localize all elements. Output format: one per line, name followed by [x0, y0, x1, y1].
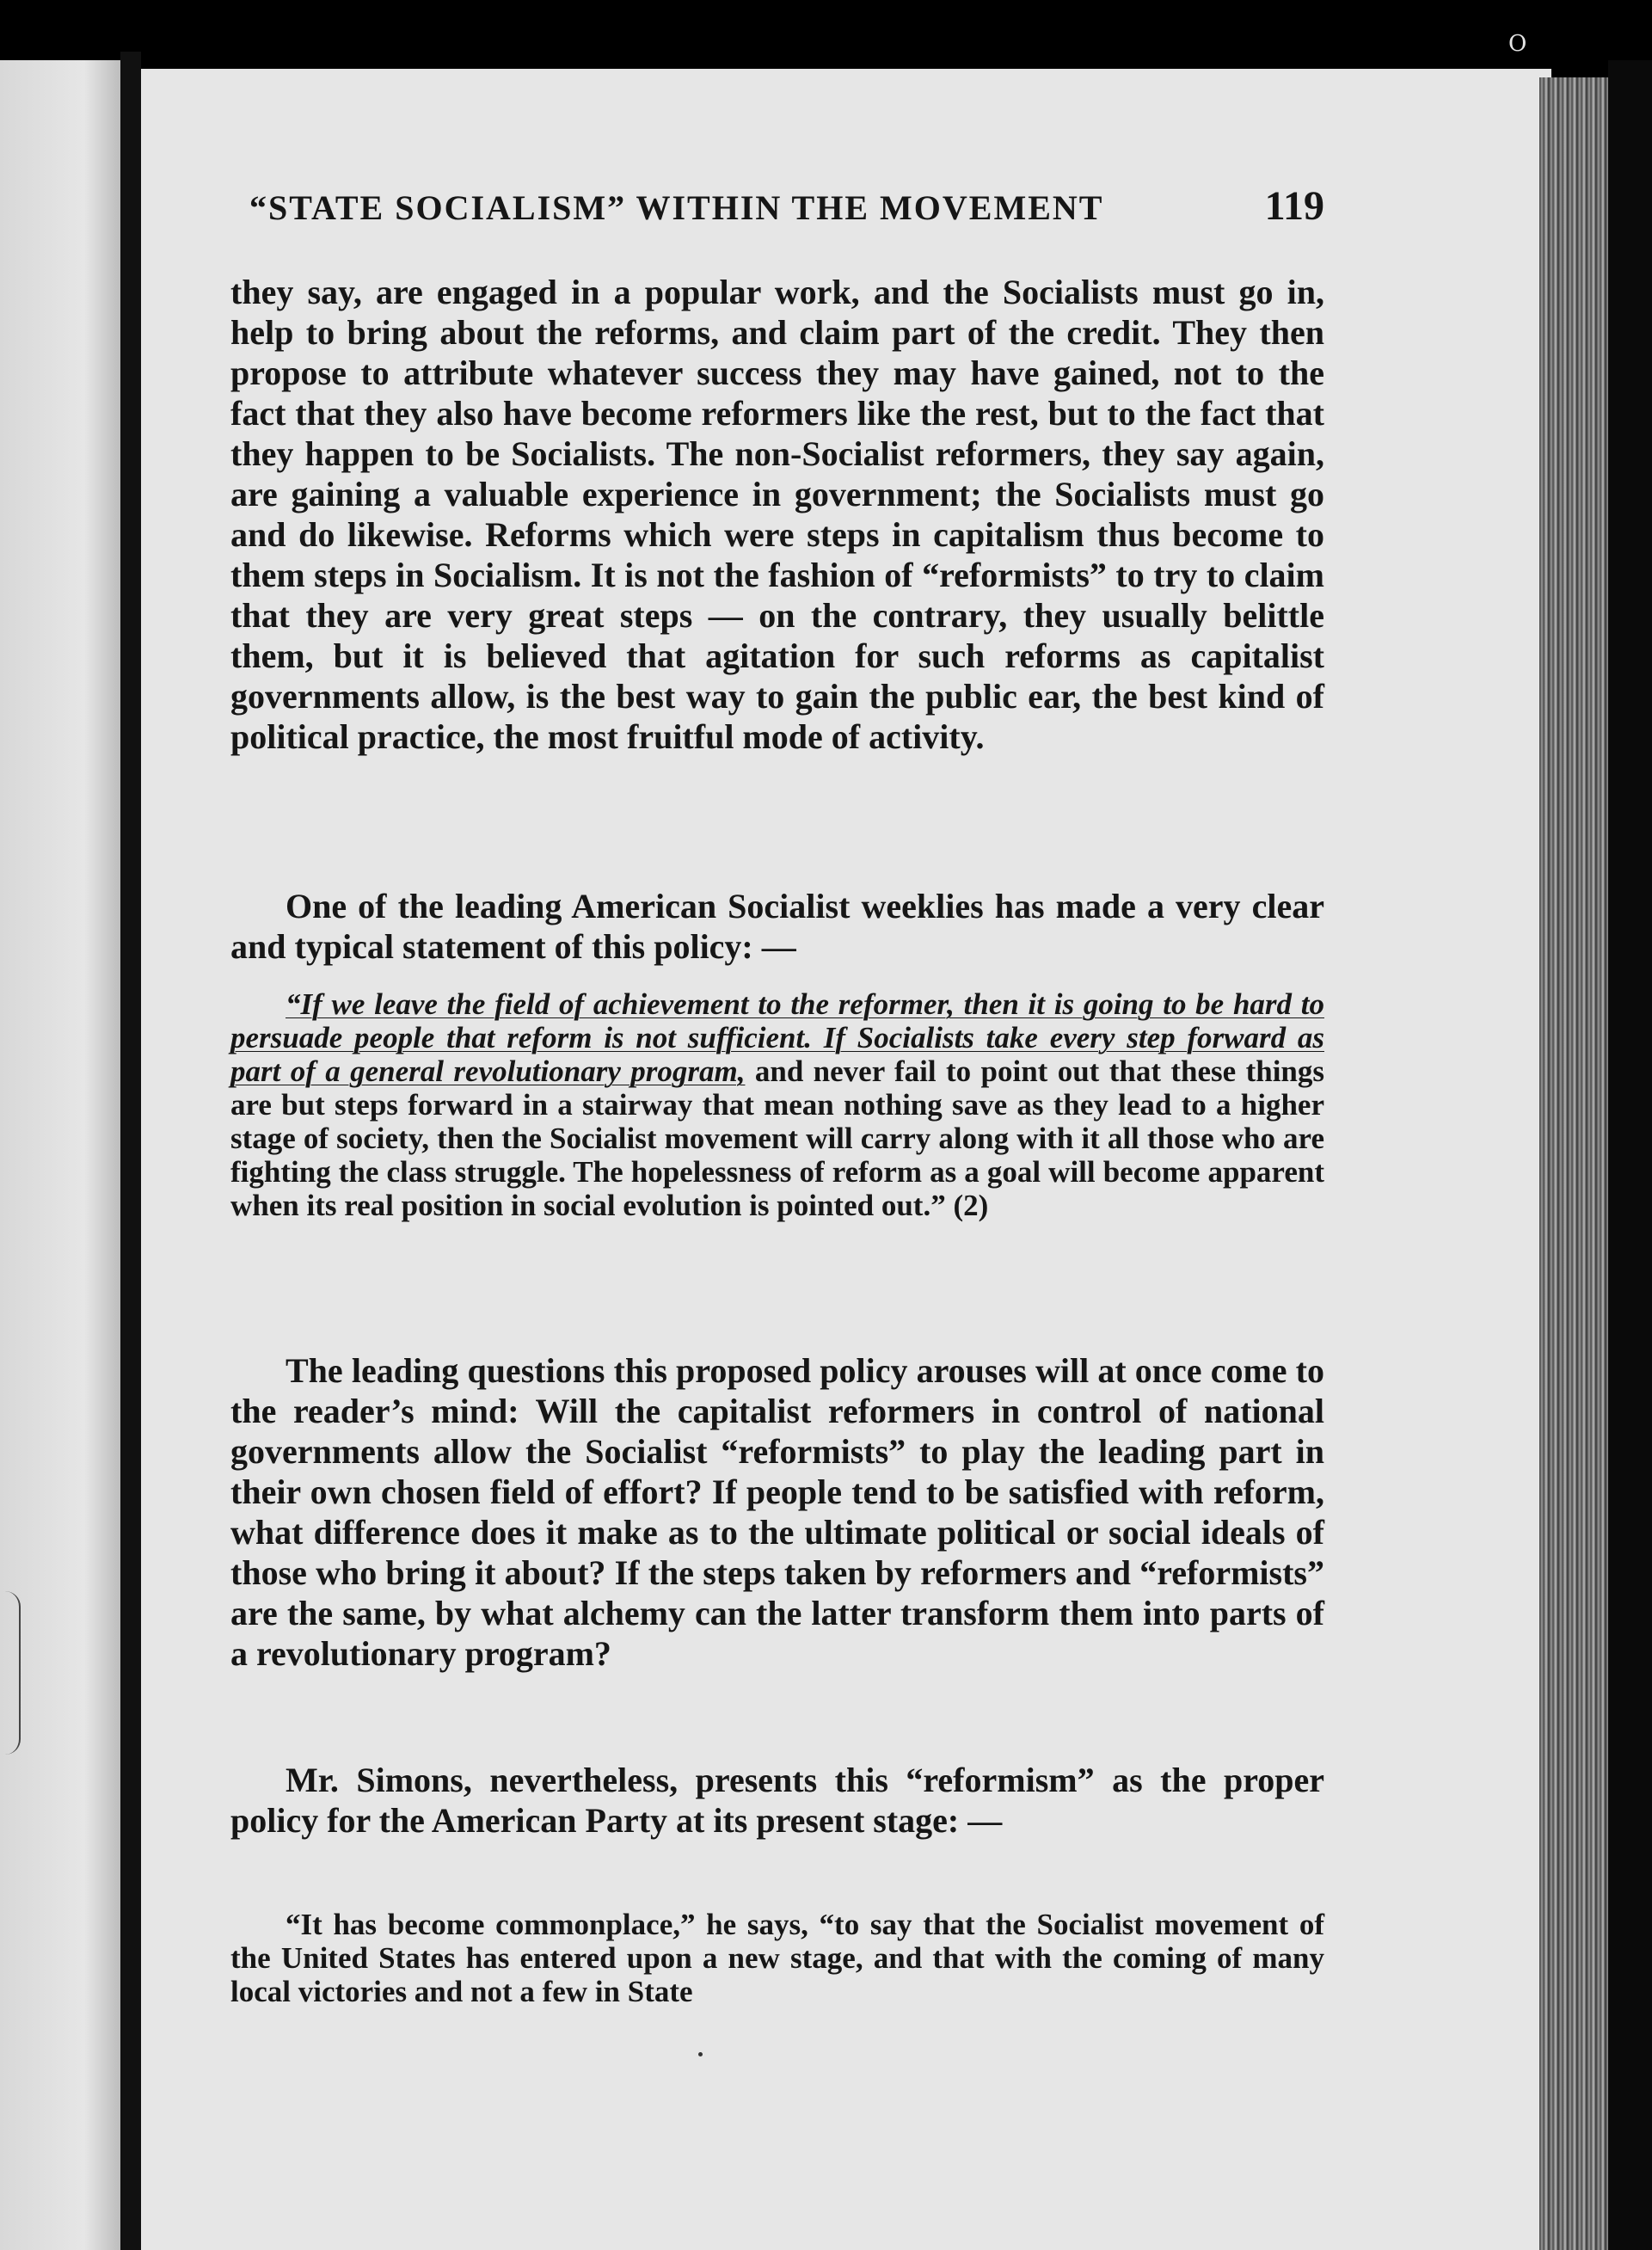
page-curl-mark	[5, 1591, 21, 1755]
paragraph-3: The leading questions this proposed policy arouses will at once come to the reader’s mind: Will the capitalist reformers in control of national governments allow the Socialist “reformists” to play the leading part in their own chosen field of effort? If people tend to be satisfied with reform, what difference does it make as to the ultimate political or social ideals of those who bring it about? If the steps taken by reformers and “reformists” are the same, by what alchemy can the latter transform them into parts of a revolutionary program?	[230, 1351, 1324, 1673]
paragraph-2: One of the leading American Socialist weeklies has made a very clear and typical statement of this policy: —	[230, 887, 1324, 966]
block-quote-1-rest: and never fail to point out that these things are but steps forward in a stairway that mean nothing save as they lead to a higher stage of society, then the Socialist movement will carry along with it all those who are fighting the class struggle. The hopelessness of reform as a goal will become apparent when its real position in social evolution is pointed out.” (2)	[230, 1054, 1324, 1222]
running-head-title: “STATE SOCIALISM” WITHIN THE MOVEMENT	[249, 188, 1104, 227]
facing-page-edge	[0, 60, 120, 2250]
running-head	[230, 183, 1324, 239]
scan-border	[1608, 60, 1652, 2250]
paragraph-4: Mr. Simons, nevertheless, presents this “reformism” as the proper policy for the American Party at its present stage: —	[230, 1761, 1324, 1840]
page-fore-edge	[1539, 77, 1608, 2250]
page-number: 119	[1264, 183, 1324, 229]
block-quote-1	[230, 987, 1324, 1222]
block-quote-2: “It has become commonplace,” he says, “to say that the Socialist movement of the United States has entered upon a new stage, and that with the coming of many local victories and not a few in State	[230, 1908, 1324, 2008]
ink-speck	[698, 2052, 703, 2056]
book-gutter	[120, 52, 141, 2250]
scan-corner-mark: O	[1508, 31, 1527, 57]
paragraph-1: they say, are engaged in a popular work, and the Socialists must go in, help to bring about the reforms, and claim part of the credit. They then propose to attribute whatever success they may have gained, not to the fact that they also have become reformers like the rest, but to the fact that they happen to be Socialists. The non-Socialist reformers, they say again, are gaining a valuable experience in government; the Socialists must go and do likewise. Reforms which were steps in capitalism thus become to them steps in Socialism. It is not the fashion of “reformists” to try to claim that they are very great steps — on the contrary, they usually belittle them, but it is believed that agitation for such reforms as capitalist governments allow, is the best way to gain the public ear, the best kind of political practice, the most fruitful mode of activity.	[230, 273, 1324, 756]
block-quote-1-italic: “If we leave the field of achievement to the reformer, then it is going to be hard to persuade people that reform is not sufficient. If Socialists take every step forward as part of a general revolutionary program,	[230, 987, 1324, 1088]
